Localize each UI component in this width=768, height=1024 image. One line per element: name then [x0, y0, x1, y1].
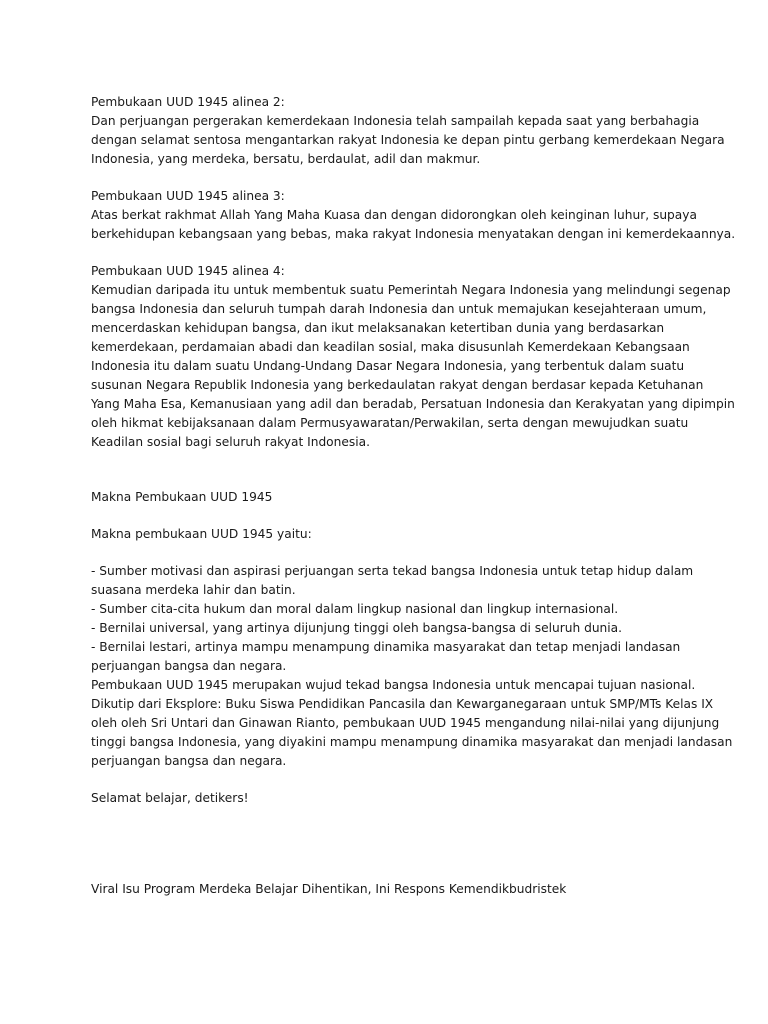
makna-intro: Makna pembukaan UUD 1945 yaitu:	[91, 527, 312, 541]
alinea-4-line: Kemudian daripada itu untuk membentuk suatu Pemerintah Negara Indonesia yang melindungi segenap	[91, 283, 731, 297]
alinea-4-line: Indonesia itu dalam suatu Undang-Undang Dasar Negara Indonesia, yang terbentuk dalam suatu	[91, 359, 685, 373]
alinea-2-line: Indonesia, yang merdeka, bersatu, berdaulat, adil dan makmur.	[91, 152, 481, 166]
makna-line: perjuangan bangsa dan negara.	[91, 754, 287, 768]
closing-text: Selamat belajar, detikers!	[91, 791, 249, 805]
makna-heading: Makna Pembukaan UUD 1945	[91, 490, 273, 504]
makna-line: suasana merdeka lahir dan batin.	[91, 583, 296, 597]
alinea-4-line: bangsa Indonesia dan seluruh tumpah darah Indonesia dan untuk memajukan kesejahteraan umum,	[91, 302, 707, 316]
alinea-3-heading: Pembukaan UUD 1945 alinea 3:	[91, 189, 285, 203]
alinea-3-line: berkehidupan kebangsaan yang bebas, maka rakyat Indonesia menyatakan dengan ini kemerdekaannya.	[91, 227, 736, 241]
alinea-4-heading: Pembukaan UUD 1945 alinea 4:	[91, 264, 285, 278]
makna-line: oleh oleh Sri Untari dan Ginawan Rianto, pembukaan UUD 1945 mengandung nilai-nilai yang dijunjung	[91, 716, 720, 730]
alinea-4-line: Yang Maha Esa, Kemanusiaan yang adil dan beradab, Persatuan Indonesia dan Kerakyatan yang dipimpin	[91, 397, 735, 411]
alinea-4-line: mencerdaskan kehidupan bangsa, dan ikut melaksanakan ketertiban dunia yang berdasarkan	[91, 321, 665, 335]
alinea-4-line: Keadilan sosial bagi seluruh rakyat Indonesia.	[91, 435, 370, 449]
makna-line: tinggi bangsa Indonesia, yang diyakini mampu menampung dinamika masyarakat dan menjadi landasan	[91, 735, 733, 749]
alinea-4-line: kemerdekaan, perdamaian abadi dan keadilan sosial, maka disusunlah Kemerdekaan Kebangsaan	[91, 340, 690, 354]
makna-line: - Bernilai lestari, artinya mampu menampung dinamika masyarakat dan tetap menjadi landasan	[91, 640, 681, 654]
makna-line: - Bernilai universal, yang artinya dijunjung tinggi oleh bangsa-bangsa di seluruh dunia.	[91, 621, 623, 635]
alinea-2-line: Dan perjuangan pergerakan kemerdekaan Indonesia telah sampailah kepada saat yang berbahagia	[91, 114, 700, 128]
makna-line: Dikutip dari Eksplore: Buku Siswa Pendidikan Pancasila dan Kewarganegaraan untuk SMP/MTs Kelas IX	[91, 697, 714, 711]
makna-line: perjuangan bangsa dan negara.	[91, 659, 287, 673]
related-article-title: Viral Isu Program Merdeka Belajar Dihentikan, Ini Respons Kemendikbudristek	[91, 882, 567, 896]
makna-line: Pembukaan UUD 1945 merupakan wujud tekad bangsa Indonesia untuk mencapai tujuan nasional.	[91, 678, 696, 692]
makna-line: - Sumber cita-cita hukum dan moral dalam lingkup nasional dan lingkup internasional.	[91, 602, 619, 616]
alinea-4-line: susunan Negara Republik Indonesia yang berkedaulatan rakyat dengan berdasar kepada Ketuhanan	[91, 378, 704, 392]
alinea-4-line: oleh hikmat kebijaksanaan dalam Permusyawaratan/Perwakilan, serta dengan mewujudkan suatu	[91, 416, 689, 430]
makna-line: - Sumber motivasi dan aspirasi perjuangan serta tekad bangsa Indonesia untuk tetap hidup dalam	[91, 564, 694, 578]
alinea-3-line: Atas berkat rakhmat Allah Yang Maha Kuasa dan dengan didorongkan oleh keinginan luhur, supaya	[91, 208, 697, 222]
alinea-2-line: dengan selamat sentosa mengantarkan rakyat Indonesia ke depan pintu gerbang kemerdekaan Negara	[91, 133, 725, 147]
alinea-2-heading: Pembukaan UUD 1945 alinea 2:	[91, 95, 285, 109]
